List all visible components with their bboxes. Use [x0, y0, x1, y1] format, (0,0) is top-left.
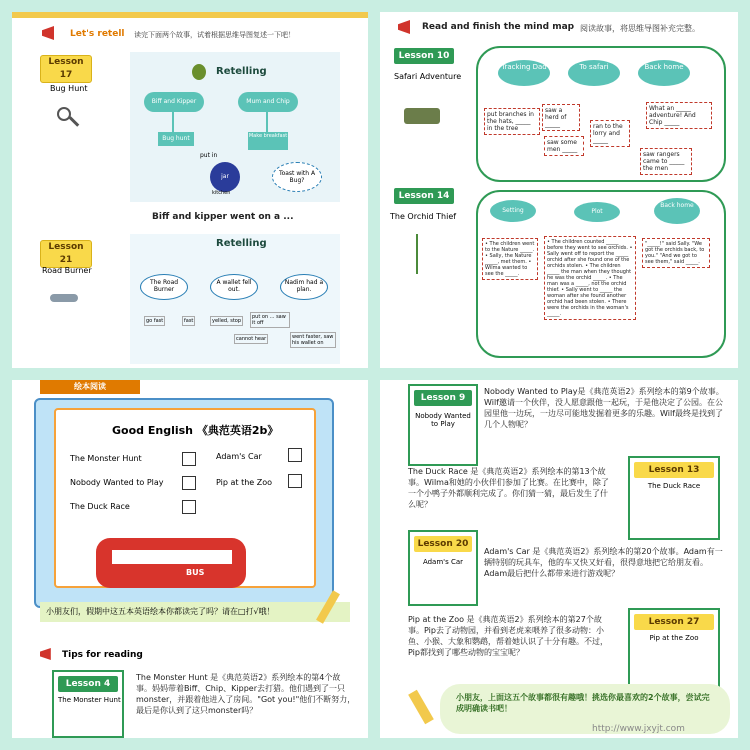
header-title: Let's retell [70, 29, 125, 39]
header-cn: 阅读故事，将思维导图补充完整。 [580, 24, 700, 33]
megaphone-icon [398, 20, 418, 34]
node-road-burner: The Road Burner [140, 274, 188, 300]
node-wallet: A wallet fell out. [210, 274, 258, 300]
label-put-in: put in [200, 152, 218, 159]
lesson-10-map [476, 46, 726, 182]
lesson-13-tag: Lesson 13 [634, 462, 714, 478]
bus-window [112, 550, 232, 564]
label-put-on: put on ... saw it off [250, 312, 290, 328]
lesson-20-card [408, 530, 478, 606]
banner: 绘本阅读 [40, 380, 140, 394]
lesson-20-tag: Lesson 20 [414, 536, 472, 552]
lesson-27-card [628, 608, 720, 692]
blank-box-3: saw some men _____ [544, 136, 584, 156]
lesson-9-text: Nobody Wanted to Play是《典范英语2》系列绘本的第9个故事。Wilf邀请一个伙伴，没人愿意跟他一起玩，于是他决定了公园。在公园里他一边玩，一边尽可能地发掘着更多的乐趣。Wilf最终是找到了几个人物呢？ [484, 387, 724, 429]
truck-icon [404, 108, 440, 124]
footer-text: 小朋友，上面这五个故事都很有趣哦！挑选你最喜欢的2个故事，尝试完成明确读书吧！ [456, 693, 710, 713]
lesson-21-tag: Lesson 21 [40, 240, 92, 268]
label-went-faster: went faster, saw his wallet on [290, 332, 336, 348]
plot-box: • The children counted _____ before they went to see orchids. • Sally went off to report the _____ orchid after she found one of the orchids stolen. • The children _____ the man when they thought he was the orchid _____. • The man was a _____, not the orchid thief. • Sally went to _____ the woman after she found another orchid had been stolen. • There were the orchids in the woman's _____. [544, 236, 636, 320]
node-to-safari: To safari [568, 60, 620, 86]
node-bug-hunt: Bug hunt [158, 132, 194, 146]
lesson-4-card [52, 670, 124, 738]
blank-box-1: put branches in the hats, _____ in the tree [484, 108, 540, 135]
checkbox-monster[interactable] [182, 452, 196, 466]
node-breakfast: Make breakfast [248, 132, 288, 150]
checkbox-adam[interactable] [288, 448, 302, 462]
lesson-4-title: The Monster Hunt [58, 696, 121, 704]
lesson-9-card [408, 384, 478, 466]
node-plot: Plot [574, 202, 620, 222]
item-pip: Pip at the Zoo [216, 478, 273, 487]
label-yelled: yelled, stop [212, 318, 242, 324]
lesson-14-map [476, 190, 726, 358]
megaphone-icon [42, 26, 62, 40]
blank-box-2: saw a herd of _____ [542, 104, 580, 131]
panel-retell [12, 12, 368, 368]
lesson-27-title: Pip at the Zoo [649, 634, 699, 642]
bus-label: BUS [186, 568, 205, 577]
lesson-17-tag: Lesson 17 [40, 55, 92, 83]
question-text: 小朋友们，假期中这五本英语绘本你都读完了吗？请在□打√哦！ [40, 602, 350, 622]
label-kitchen: kitchen [212, 190, 231, 196]
pencil-icon [408, 690, 434, 724]
panel-stories [380, 380, 738, 738]
lesson-10-title: Safari Adventure [394, 72, 462, 81]
checkbox-nobody[interactable] [182, 476, 196, 490]
node-tracking-dad: Tracking Dad [498, 60, 550, 86]
lesson-4-tag: Lesson 4 [58, 676, 118, 692]
node-setting: Setting [490, 200, 536, 222]
panel-mindmap [380, 12, 738, 368]
item-duck: The Duck Race [70, 502, 130, 511]
lesson-27-tag: Lesson 27 [634, 614, 714, 630]
megaphone-icon [40, 648, 58, 660]
setting-box: • The children went to the Nature _____. • Sally, the Nature _____, met them. • Wilma wanted to see the _____. [482, 238, 538, 280]
node-jar: jar [210, 162, 240, 192]
checkbox-pip[interactable] [288, 474, 302, 488]
blank-box-6: saw rangers came to _____ the men [640, 148, 692, 175]
bug-icon [192, 64, 206, 80]
item-nobody: Nobody Wanted to Play [70, 478, 164, 487]
lesson-14-tag: Lesson 14 [394, 188, 454, 204]
blank-box-5: What an _____ adventure! And Chip _____ [646, 102, 712, 129]
lesson-14-title: The Orchid Thief [390, 212, 457, 221]
checkbox-duck[interactable] [182, 500, 196, 514]
top-strip [12, 12, 368, 18]
lesson-13-card [628, 456, 720, 540]
retell-2-heading: Retelling [216, 238, 267, 249]
car-icon [50, 294, 78, 302]
node-toast: Toast with A Bug? [272, 162, 322, 192]
header-cn: 读完下面两个故事，试着根据思维导图复述一下吧！ [134, 31, 295, 39]
orchid-icon [416, 234, 436, 274]
watermark: http://www.jxyjt.com [592, 724, 685, 734]
retell-1-map [130, 52, 340, 202]
node-back-home: Back home [638, 60, 690, 86]
retell-2-map [130, 234, 340, 364]
lesson-10-tag: Lesson 10 [394, 48, 454, 64]
lesson-13-text: The Duck Race 是《典范英语2》系列绘本的第13个故事。Wilma和她的小伙伴们参加了比赛。在比赛中，除了一个小鸭子外都顺利完成了。你们猜一猜，最后发生了什么呢？ [408, 467, 609, 509]
tips-text: The Monster Hunt 是《典范英语2》系列绘本的第4个故事。妈妈带着Biff、Chip、Kipper去打猎。他们遇到了一只monster，并跟着他进入了房间。"Got you!"他们不断努力，最后是你认到了这只monster吗？ [136, 673, 356, 715]
connector [172, 112, 174, 132]
lesson-20-title: Adam's Car [422, 558, 464, 566]
lesson-21-title: Road Burner [42, 266, 92, 275]
magnifier-handle [69, 116, 80, 127]
ending-box: "_____!" said Sally. "We got the orchids back, to you." "And we got to see them," said _____. [642, 238, 710, 268]
node-biff: Biff and Kipper [144, 92, 204, 112]
label-cannot-hear: cannot hear [236, 336, 267, 342]
connector [266, 112, 268, 132]
lesson-27-text: Pip at the Zoo 是《典范英语2》系列绘本的第27个故事。Pip去了动物园，并看到老虎来喂养了很多动物：小鱼、小猴、大象和鹦鹉，帮着她认识了十分有趣。不过，Pip都找到了哪些动物的宝宝呢？ [408, 615, 608, 657]
lesson-20-text: Adam's Car 是《典范英语2》系列绘本的第20个故事。Adam有一辆特别的玩具车，他的车又快又好看，很得意地把它给朋友看。Adam最后把什么都带来进行游戏呢？ [484, 547, 723, 578]
retell-caption: Biff and kipper went on a ... [152, 212, 294, 222]
header-title: Read and finish the mind map [422, 22, 575, 32]
blank-box-4: ran to the lorry and _____ [590, 120, 630, 147]
lesson-9-tag: Lesson 9 [414, 390, 472, 406]
label-fast: fast [184, 318, 194, 324]
item-monster: The Monster Hunt [70, 454, 142, 463]
node-back-home: Back home [654, 198, 700, 224]
item-adam: Adam's Car [216, 452, 262, 461]
tips-title: Tips for reading [62, 650, 143, 660]
lesson-17-title: Bug Hunt [50, 84, 88, 93]
panel-checklist [12, 380, 368, 738]
lesson-9-title: Nobody Wanted to Play [415, 412, 471, 428]
label-go-fast: go fast [146, 318, 164, 324]
checklist-card [34, 398, 334, 608]
node-mum: Mum and Chip [238, 92, 298, 112]
lesson-13-title: The Duck Race [647, 482, 701, 490]
retell-heading: Retelling [216, 66, 267, 77]
node-plan: Nadim had a plan. [280, 274, 328, 300]
checklist-title: Good English 《典范英语2b》 [112, 424, 279, 437]
